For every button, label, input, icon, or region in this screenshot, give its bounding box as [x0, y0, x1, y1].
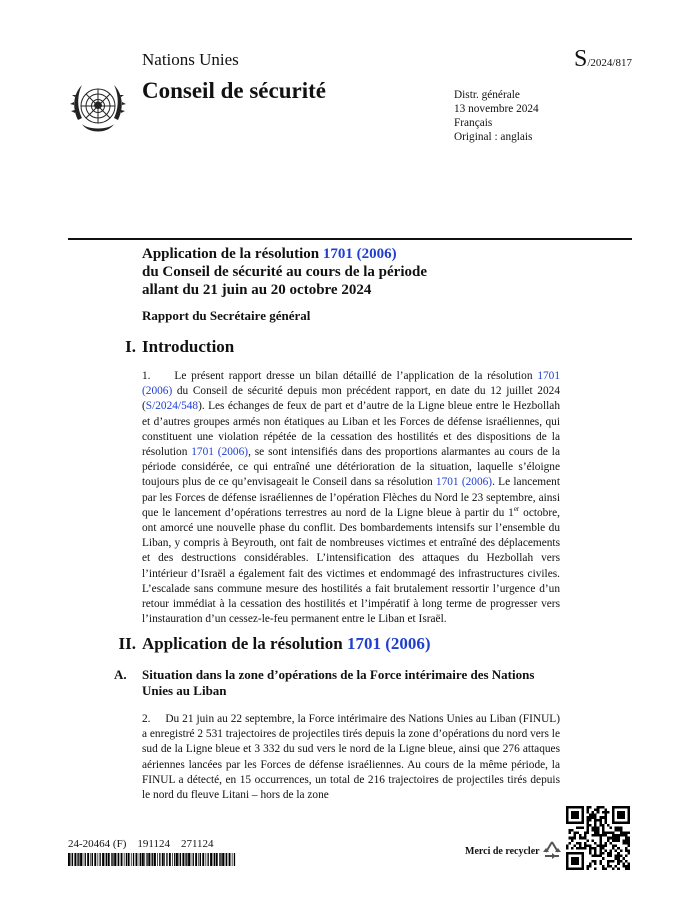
paragraph-2	[142, 712, 560, 803]
resolution-link[interactable]: 1701 (2006)	[346, 634, 431, 653]
symbol-suffix: /2024/817	[587, 57, 632, 69]
subsection-number: A.	[114, 667, 127, 682]
un-emblem-icon	[70, 80, 126, 138]
paragraph-text: , se sont intensifiés dans des proportions alarmantes au cours de la période considérée, ce qui entraîné une détérioration de la situation, laquelle s’éloigne toujours plus de ce qu’envisageait le Conseil dans sa résolution	[142, 446, 560, 489]
resolution-link[interactable]: 1701 (2006)	[142, 370, 560, 398]
paragraph-text: octobre, ont amorcé une nouvelle phase du conflit. Des bombardements intensifs sur l’ensemble du Liban, y compris à Beyrouth, ont fait de nombreuses victimes et entraîné des déplacements et des destructions considérables. L’intensification des attaques du Hezbollah vers l’intérieur d’Israël a également fait des victimes et endommagé des infrastructures civiles. L’escalade sans commune mesure des hostilités a fait brutalement ressortir l’urgence d’un retour immédiat à la cessation des hostilités et l’impératif à long terme de progresser vers l’instauration d’un cessez-le-feu permanent entre le Liban et Israël.	[142, 506, 560, 626]
barcode-icon	[68, 853, 236, 866]
subsection-heading-a	[114, 667, 562, 699]
organization-name: Nations Unies	[142, 50, 239, 69]
title-line2: du Conseil de sécurité au cours de la période	[142, 264, 427, 280]
resolution-link[interactable]: 1701 (2006)	[435, 476, 493, 489]
report-subtitle: Rapport du Secrétaire général	[142, 308, 311, 323]
section-number: II.	[118, 634, 136, 653]
paragraph-1	[142, 369, 560, 627]
title-line3: allant du 21 juin au 20 octobre 2024	[142, 282, 372, 298]
document-symbol	[574, 46, 632, 73]
paragraph-text: Le présent rapport dresse un bilan détaillé de l’application de la résolution	[174, 370, 538, 382]
council-name: Conseil de sécurité	[142, 78, 326, 103]
paragraph-text: ). Les échanges de feux de part et d’autre de la Ligne bleue entre le Hezbollah et d’autres groupes armés non étatiques au Liban et les Forces de défense israéliennes, qui constituent une violation répétée de la cessation des hostilités et des dispositions de la résolution	[142, 400, 560, 459]
distribution-date: 13 novembre 2024	[454, 103, 539, 115]
ordinal-superscript: er	[513, 505, 520, 514]
section-title: Application de la résolution	[142, 634, 347, 653]
subsection-title: Situation dans la zone d’opérations de la Force intérimaire des Nations Unies au Liban	[142, 667, 535, 698]
report-link[interactable]: S/2024/548	[145, 400, 199, 413]
section-heading-application	[118, 634, 431, 654]
job-number: 24-20464 (F) 191124 271124	[68, 838, 214, 850]
paragraph-number: 1.	[142, 370, 151, 382]
recycle-note: Merci de recycler	[465, 846, 540, 857]
distribution-original: Original : anglais	[454, 131, 533, 143]
resolution-link[interactable]: 1701 (2006)	[191, 446, 249, 459]
recycle-icon	[539, 838, 565, 864]
paragraph-number: 2.	[142, 713, 151, 725]
section-title: Introduction	[142, 337, 235, 356]
paragraph-text: du Conseil de sécurité depuis mon précédent rapport, en date du 12 juillet 2024 (	[142, 385, 560, 413]
section-heading-introduction	[125, 337, 235, 357]
header-rule	[68, 238, 632, 240]
qr-code-icon	[566, 806, 630, 870]
section-number: I.	[125, 337, 136, 356]
paragraph-text: . Le lancement par les Forces de défense israéliennes de l’opération Flèches du Nord le 23 septembre, ainsi que le lancement d’opérations terrestres au nord de la Ligne bleue à partir du 1	[142, 476, 560, 519]
title-line1: Application de la résolution	[142, 246, 323, 262]
paragraph-text: Du 21 juin au 22 septembre, la Force intérimaire des Nations Unies au Liban (FINUL) a enregistré 2 531 trajectoires de projectiles tirés depuis la zone d’opérations du nord vers le sud de la Ligne bleue et 3 332 du sud vers le nord de la Ligne bleue, ainsi que 276 attaques aériennes lancées par les Forces de défense israéliennes. Au cours de la même période, la FINUL a détecté, en 15 occurrences, un total de 216 trajectoires de projectiles tirés depuis le nord du fleuve Litani – hors de la zone	[142, 713, 560, 802]
document-title	[142, 245, 562, 299]
distribution-block	[454, 88, 539, 144]
distribution-language: Français	[454, 117, 493, 129]
symbol-prefix: S	[574, 46, 588, 72]
distribution-line: Distr. générale	[454, 89, 520, 101]
resolution-link[interactable]: 1701 (2006)	[322, 246, 397, 262]
